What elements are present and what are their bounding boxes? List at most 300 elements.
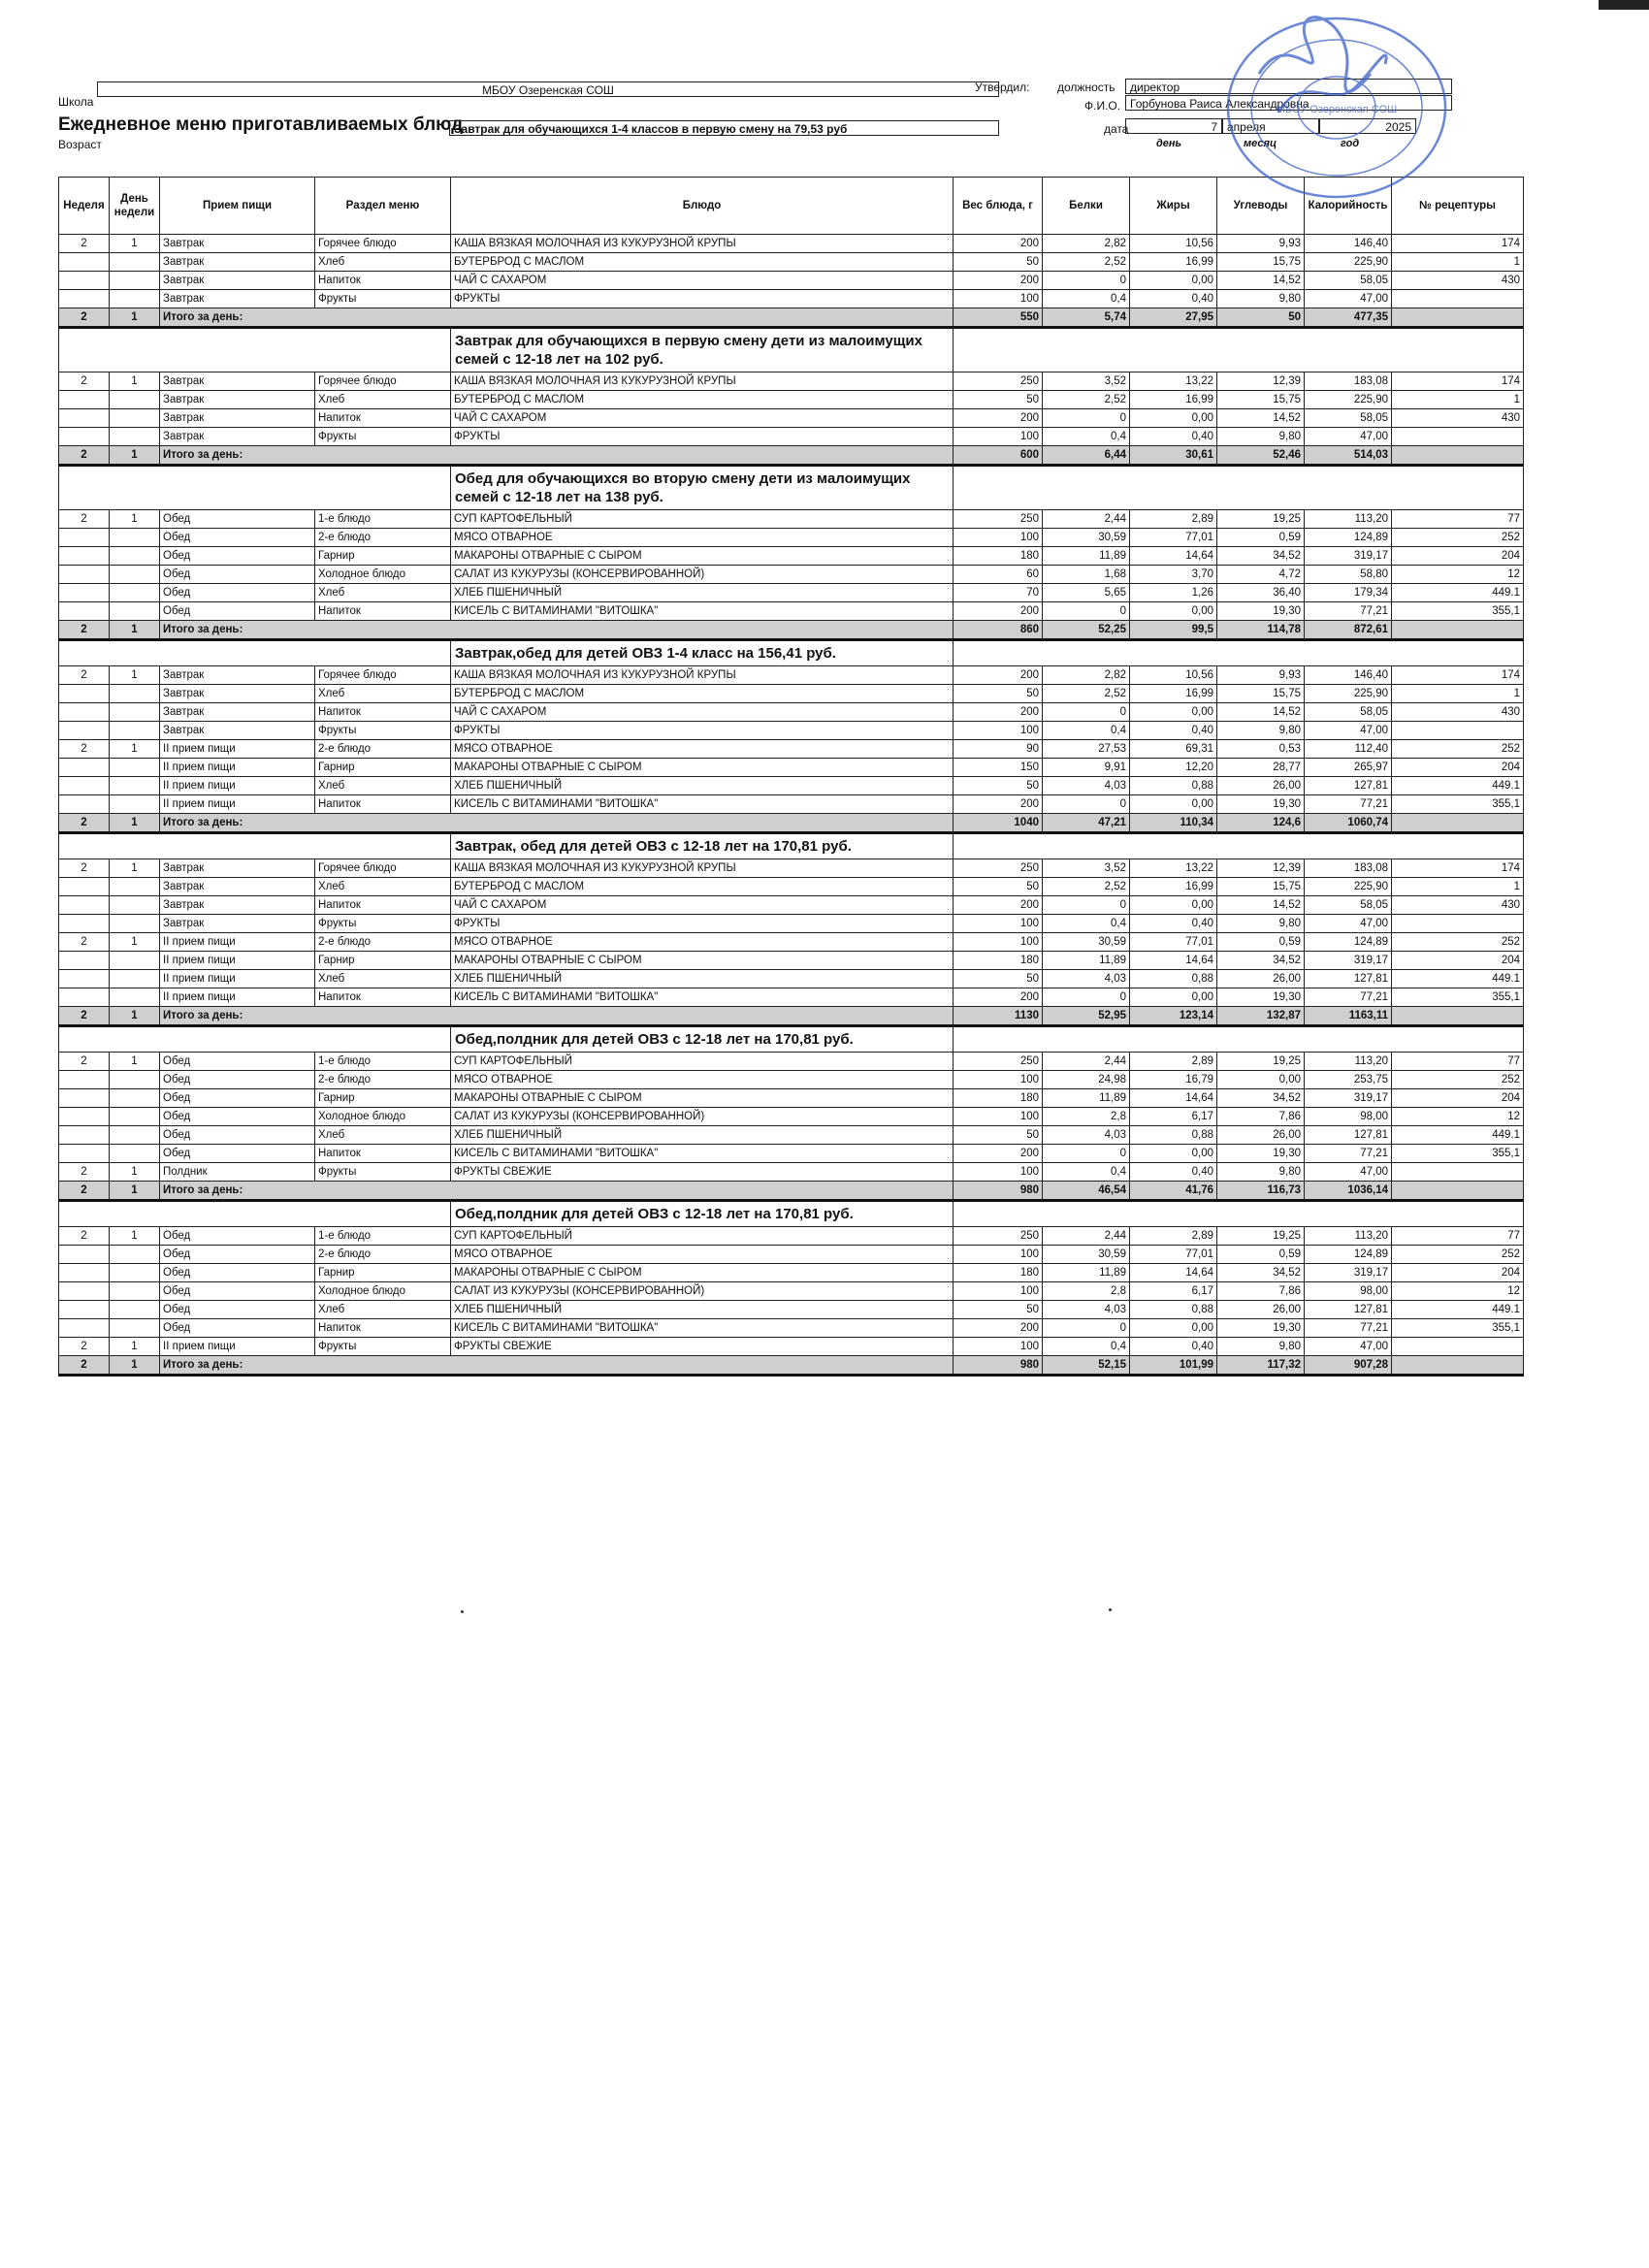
table-cell: ЧАЙ С САХАРОМ <box>451 703 954 722</box>
section-title-row <box>59 466 1524 510</box>
column-header: Блюдо <box>451 178 954 235</box>
column-header: Углеводы <box>1217 178 1305 235</box>
table-row <box>59 970 1524 988</box>
empty-cell <box>954 1201 1524 1227</box>
table-cell: 146,40 <box>1305 235 1392 253</box>
table-cell <box>110 878 160 896</box>
table-cell: КИСЕЛЬ С ВИТАМИНАМИ "ВИТОШКА" <box>451 1319 954 1338</box>
table-cell: 250 <box>954 859 1043 878</box>
table-cell: МЯСО ОТВАРНОЕ <box>451 933 954 952</box>
table-cell: КАША ВЯЗКАЯ МОЛОЧНАЯ ИЗ КУКУРУЗНОЙ КРУПЫ <box>451 666 954 685</box>
table-cell: Обед <box>160 1319 315 1338</box>
table-cell: 98,00 <box>1305 1282 1392 1301</box>
table-cell: Завтрак <box>160 685 315 703</box>
total-cell <box>1392 814 1524 833</box>
table-cell: 174 <box>1392 235 1524 253</box>
table-cell: 0,00 <box>1130 1319 1217 1338</box>
table-cell: 0,4 <box>1043 1338 1130 1356</box>
table-cell <box>110 896 160 915</box>
table-cell: 0 <box>1043 272 1130 290</box>
table-cell: II прием пищи <box>160 759 315 777</box>
table-cell: 50 <box>954 970 1043 988</box>
table-cell <box>110 584 160 602</box>
table-cell: 9,80 <box>1217 1338 1305 1356</box>
table-row <box>59 703 1524 722</box>
table-cell: 11,89 <box>1043 952 1130 970</box>
table-cell: Гарнир <box>315 952 451 970</box>
table-cell: КАША ВЯЗКАЯ МОЛОЧНАЯ ИЗ КУКУРУЗНОЙ КРУПЫ <box>451 373 954 391</box>
table-cell: 2,44 <box>1043 1227 1130 1246</box>
table-cell <box>110 1319 160 1338</box>
table-cell <box>110 970 160 988</box>
table-cell: 13,22 <box>1130 859 1217 878</box>
table-cell: 1 <box>110 666 160 685</box>
table-cell: 77 <box>1392 510 1524 529</box>
table-cell <box>59 1126 110 1145</box>
table-cell: 2-е блюдо <box>315 529 451 547</box>
table-cell: 174 <box>1392 859 1524 878</box>
table-cell: 250 <box>954 510 1043 529</box>
table-cell: 2,44 <box>1043 1053 1130 1071</box>
table-cell: 77,21 <box>1305 988 1392 1007</box>
table-cell: 14,64 <box>1130 1089 1217 1108</box>
table-cell <box>110 1089 160 1108</box>
total-cell: 123,14 <box>1130 1007 1217 1026</box>
table-row <box>59 988 1524 1007</box>
table-cell: 124,89 <box>1305 529 1392 547</box>
table-cell: 2-е блюдо <box>315 1071 451 1089</box>
table-cell: МЯСО ОТВАРНОЕ <box>451 1246 954 1264</box>
table-cell: Фрукты <box>315 915 451 933</box>
table-cell: 200 <box>954 666 1043 685</box>
section-title-row <box>59 1201 1524 1227</box>
total-cell: 1 <box>110 1007 160 1026</box>
total-cell: 1036,14 <box>1305 1182 1392 1201</box>
table-cell: 200 <box>954 703 1043 722</box>
table-row <box>59 777 1524 795</box>
table-cell: 1-е блюдо <box>315 1227 451 1246</box>
table-cell: 100 <box>954 933 1043 952</box>
table-cell: 19,30 <box>1217 795 1305 814</box>
empty-cell <box>59 833 451 859</box>
table-cell: 12,39 <box>1217 859 1305 878</box>
table-cell: 2 <box>59 740 110 759</box>
table-cell: Хлеб <box>315 970 451 988</box>
total-cell: 2 <box>59 308 110 328</box>
table-cell: 6,17 <box>1130 1108 1217 1126</box>
table-cell: 30,59 <box>1043 1246 1130 1264</box>
position-label: должность <box>1057 81 1116 94</box>
table-cell: 58,05 <box>1305 896 1392 915</box>
total-cell <box>1392 1356 1524 1376</box>
table-cell: 7,86 <box>1217 1108 1305 1126</box>
table-cell: Гарнир <box>315 759 451 777</box>
table-cell: Завтрак <box>160 878 315 896</box>
table-cell: 250 <box>954 373 1043 391</box>
table-cell: 26,00 <box>1217 777 1305 795</box>
table-cell: МАКАРОНЫ ОТВАРНЫЕ С СЫРОМ <box>451 952 954 970</box>
table-cell: 9,80 <box>1217 290 1305 308</box>
table-cell <box>59 703 110 722</box>
table-cell: Обед <box>160 1264 315 1282</box>
table-cell: 252 <box>1392 933 1524 952</box>
table-cell: 30,59 <box>1043 933 1130 952</box>
table-cell: МЯСО ОТВАРНОЕ <box>451 1071 954 1089</box>
table-cell: Напиток <box>315 1145 451 1163</box>
table-cell: 1-е блюдо <box>315 510 451 529</box>
table-cell: Обед <box>160 566 315 584</box>
table-row <box>59 584 1524 602</box>
table-cell: 14,52 <box>1217 703 1305 722</box>
table-cell: 14,52 <box>1217 896 1305 915</box>
section-title: Обед для обучающихся во вторую смену дети из малоимущих семей с 12-18 лет на 138 руб. <box>451 466 954 510</box>
total-row <box>59 1007 1524 1026</box>
table-cell: 252 <box>1392 529 1524 547</box>
column-header: День недели <box>110 178 160 235</box>
table-cell <box>59 547 110 566</box>
section-title: Завтрак,обед для детей ОВЗ 1-4 класс на 156,41 руб. <box>451 640 954 666</box>
table-cell: 225,90 <box>1305 878 1392 896</box>
table-cell: Хлеб <box>315 1301 451 1319</box>
column-header: Калорийность <box>1305 178 1392 235</box>
table-cell: 26,00 <box>1217 970 1305 988</box>
table-cell: 100 <box>954 1163 1043 1182</box>
table-cell: Гарнир <box>315 1089 451 1108</box>
table-cell: КАША ВЯЗКАЯ МОЛОЧНАЯ ИЗ КУКУРУЗНОЙ КРУПЫ <box>451 235 954 253</box>
table-cell: 4,03 <box>1043 1301 1130 1319</box>
table-cell: II прием пищи <box>160 933 315 952</box>
table-cell <box>110 685 160 703</box>
column-header: Прием пищи <box>160 178 315 235</box>
table-cell <box>1392 1163 1524 1182</box>
table-cell: 204 <box>1392 547 1524 566</box>
table-cell: 430 <box>1392 409 1524 428</box>
table-cell <box>110 272 160 290</box>
table-cell: МАКАРОНЫ ОТВАРНЫЕ С СЫРОМ <box>451 1089 954 1108</box>
table-cell: 112,40 <box>1305 740 1392 759</box>
table-cell: 7,86 <box>1217 1282 1305 1301</box>
total-cell: 101,99 <box>1130 1356 1217 1376</box>
table-cell: Завтрак <box>160 859 315 878</box>
table-cell: Обед <box>160 529 315 547</box>
table-cell: 0,00 <box>1130 272 1217 290</box>
table-cell: Обед <box>160 547 315 566</box>
table-cell: Завтрак <box>160 896 315 915</box>
table-cell: 252 <box>1392 1071 1524 1089</box>
table-cell: 0,40 <box>1130 428 1217 446</box>
table-cell: 12,20 <box>1130 759 1217 777</box>
table-cell: 2,8 <box>1043 1282 1130 1301</box>
table-cell: 0,00 <box>1130 988 1217 1007</box>
empty-cell <box>59 640 451 666</box>
table-cell: 2,89 <box>1130 1053 1217 1071</box>
table-cell: Хлеб <box>315 253 451 272</box>
table-cell: II прием пищи <box>160 777 315 795</box>
table-cell: 1 <box>110 510 160 529</box>
table-cell: 4,03 <box>1043 777 1130 795</box>
table-cell: 1 <box>110 373 160 391</box>
section-title: Завтрак для обучающихся в первую смену дети из малоимущих семей с 12-18 лет на 102 руб. <box>451 328 954 373</box>
table-cell: 0,00 <box>1130 602 1217 621</box>
table-cell: 200 <box>954 235 1043 253</box>
table-cell: Обед <box>160 1071 315 1089</box>
table-row <box>59 602 1524 621</box>
table-cell: 449.1 <box>1392 1301 1524 1319</box>
table-cell: 26,00 <box>1217 1301 1305 1319</box>
table-cell: Обед <box>160 1126 315 1145</box>
table-cell: 183,08 <box>1305 373 1392 391</box>
table-cell: 0 <box>1043 1145 1130 1163</box>
table-cell: 2 <box>59 1338 110 1356</box>
table-cell: Фрукты <box>315 1338 451 1356</box>
table-cell: 1,68 <box>1043 566 1130 584</box>
date-month-field: апреля <box>1222 118 1319 134</box>
table-cell: 0,40 <box>1130 1338 1217 1356</box>
table-cell: 19,25 <box>1217 1227 1305 1246</box>
table-cell: 47,00 <box>1305 428 1392 446</box>
total-cell: 99,5 <box>1130 621 1217 640</box>
table-cell: 34,52 <box>1217 1089 1305 1108</box>
table-cell: 204 <box>1392 1089 1524 1108</box>
table-cell: 0 <box>1043 1319 1130 1338</box>
table-cell: 50 <box>954 391 1043 409</box>
table-cell <box>110 602 160 621</box>
table-cell <box>110 547 160 566</box>
table-cell: II прием пищи <box>160 988 315 1007</box>
table-row <box>59 253 1524 272</box>
table-cell: 6,17 <box>1130 1282 1217 1301</box>
date-year-field: 2025 <box>1319 118 1416 134</box>
table-cell: СУП КАРТОФЕЛЬНЫЙ <box>451 1053 954 1071</box>
table-cell <box>110 1126 160 1145</box>
total-cell: 114,78 <box>1217 621 1305 640</box>
section-title-row <box>59 833 1524 859</box>
table-row <box>59 547 1524 566</box>
school-label: Школа <box>58 95 94 109</box>
table-cell: 319,17 <box>1305 952 1392 970</box>
table-cell: 47,00 <box>1305 1338 1392 1356</box>
total-cell: 6,44 <box>1043 446 1130 466</box>
table-cell <box>59 777 110 795</box>
table-cell: 253,75 <box>1305 1071 1392 1089</box>
table-cell <box>110 1108 160 1126</box>
table-cell: 2 <box>59 235 110 253</box>
table-row <box>59 666 1524 685</box>
table-cell: 100 <box>954 290 1043 308</box>
table-cell: 0,00 <box>1130 409 1217 428</box>
total-row <box>59 621 1524 640</box>
total-cell: 980 <box>954 1182 1043 1201</box>
table-cell <box>59 1145 110 1163</box>
total-cell: Итого за день: <box>160 308 954 328</box>
table-cell: ХЛЕБ ПШЕНИЧНЫЙ <box>451 1301 954 1319</box>
table-cell: 449.1 <box>1392 970 1524 988</box>
table-cell: Напиток <box>315 896 451 915</box>
table-cell: Завтрак <box>160 235 315 253</box>
table-cell <box>59 272 110 290</box>
table-cell <box>59 952 110 970</box>
table-cell: 0,88 <box>1130 970 1217 988</box>
table-cell: 16,99 <box>1130 391 1217 409</box>
table-row <box>59 566 1524 584</box>
table-cell: Фрукты <box>315 722 451 740</box>
table-cell: 200 <box>954 409 1043 428</box>
table-row <box>59 1282 1524 1301</box>
table-cell: 0,88 <box>1130 1126 1217 1145</box>
table-cell: ФРУКТЫ <box>451 290 954 308</box>
table-cell: 60 <box>954 566 1043 584</box>
table-row <box>59 1053 1524 1071</box>
total-cell: 1 <box>110 1356 160 1376</box>
table-cell: 1 <box>1392 685 1524 703</box>
table-cell: Напиток <box>315 703 451 722</box>
table-cell: Гарнир <box>315 547 451 566</box>
table-cell: 225,90 <box>1305 391 1392 409</box>
table-cell: 1 <box>110 1053 160 1071</box>
empty-cell <box>954 640 1524 666</box>
table-cell: 3,52 <box>1043 373 1130 391</box>
table-cell: 127,81 <box>1305 777 1392 795</box>
table-cell: Обед <box>160 1108 315 1126</box>
table-cell: 100 <box>954 428 1043 446</box>
table-cell: Завтрак <box>160 272 315 290</box>
total-cell: 2 <box>59 1356 110 1376</box>
table-cell: 180 <box>954 547 1043 566</box>
table-cell: 2,52 <box>1043 253 1130 272</box>
table-cell: Завтрак <box>160 666 315 685</box>
table-cell: 355,1 <box>1392 1145 1524 1163</box>
table-cell <box>110 703 160 722</box>
table-cell: 124,89 <box>1305 1246 1392 1264</box>
table-cell: 77,21 <box>1305 795 1392 814</box>
table-cell: Обед <box>160 510 315 529</box>
table-cell: 19,30 <box>1217 602 1305 621</box>
table-row <box>59 1071 1524 1089</box>
table-row <box>59 915 1524 933</box>
total-cell <box>1392 1182 1524 1201</box>
table-cell: 50 <box>954 878 1043 896</box>
total-cell: 2 <box>59 814 110 833</box>
scan-speck <box>1109 1608 1112 1611</box>
table-cell <box>110 1264 160 1282</box>
table-cell: 2,52 <box>1043 685 1130 703</box>
stamp-text: МБОУ Озеренская СОШ <box>1276 104 1398 115</box>
table-row <box>59 272 1524 290</box>
table-cell: 1 <box>1392 391 1524 409</box>
table-cell: 30,59 <box>1043 529 1130 547</box>
table-cell: Горячее блюдо <box>315 859 451 878</box>
table-cell: 200 <box>954 1145 1043 1163</box>
scan-speck <box>461 1610 464 1613</box>
table-cell: 100 <box>954 1282 1043 1301</box>
table-cell: 77 <box>1392 1227 1524 1246</box>
table-cell: 250 <box>954 1053 1043 1071</box>
table-cell: МАКАРОНЫ ОТВАРНЫЕ С СЫРОМ <box>451 1264 954 1282</box>
table-cell: 19,30 <box>1217 988 1305 1007</box>
table-cell: Завтрак <box>160 391 315 409</box>
total-cell: Итого за день: <box>160 1182 954 1201</box>
table-row <box>59 1264 1524 1282</box>
table-cell <box>110 1246 160 1264</box>
table-cell: БУТЕРБРОД С МАСЛОМ <box>451 391 954 409</box>
total-cell: 41,76 <box>1130 1182 1217 1201</box>
table-cell: 180 <box>954 1264 1043 1282</box>
table-cell: Завтрак <box>160 253 315 272</box>
total-cell: 5,74 <box>1043 308 1130 328</box>
table-cell: ХЛЕБ ПШЕНИЧНЫЙ <box>451 1126 954 1145</box>
table-cell: 3,70 <box>1130 566 1217 584</box>
table-cell: 11,89 <box>1043 1089 1130 1108</box>
table-cell: ЧАЙ С САХАРОМ <box>451 896 954 915</box>
table-cell: Хлеб <box>315 685 451 703</box>
menu-table <box>58 177 1524 1377</box>
table-cell: Завтрак <box>160 409 315 428</box>
table-cell: 58,05 <box>1305 409 1392 428</box>
table-cell: 200 <box>954 272 1043 290</box>
table-cell: Завтрак <box>160 428 315 446</box>
table-cell: МАКАРОНЫ ОТВАРНЫЕ С СЫРОМ <box>451 547 954 566</box>
total-cell: 124,6 <box>1217 814 1305 833</box>
total-cell: 2 <box>59 446 110 466</box>
table-cell: 355,1 <box>1392 602 1524 621</box>
table-cell: Завтрак <box>160 373 315 391</box>
total-cell: 1060,74 <box>1305 814 1392 833</box>
table-cell: 0,59 <box>1217 529 1305 547</box>
table-row <box>59 722 1524 740</box>
table-cell: ФРУКТЫ <box>451 428 954 446</box>
table-cell: ФРУКТЫ <box>451 915 954 933</box>
table-cell: 0,40 <box>1130 290 1217 308</box>
total-cell: 46,54 <box>1043 1182 1130 1201</box>
table-cell: 0 <box>1043 988 1130 1007</box>
total-row <box>59 446 1524 466</box>
table-cell: САЛАТ ИЗ КУКУРУЗЫ (КОНСЕРВИРОВАННОЙ) <box>451 1282 954 1301</box>
table-cell: 2,82 <box>1043 666 1130 685</box>
table-cell <box>59 988 110 1007</box>
month-caption: месяц <box>1244 138 1277 149</box>
table-cell <box>59 1264 110 1282</box>
total-cell: 47,21 <box>1043 814 1130 833</box>
total-cell: 50 <box>1217 308 1305 328</box>
table-row <box>59 290 1524 308</box>
table-cell: 14,64 <box>1130 1264 1217 1282</box>
table-cell: 10,56 <box>1130 235 1217 253</box>
table-cell: 19,30 <box>1217 1145 1305 1163</box>
fio-field: Горбунова Раиса Александровна <box>1125 95 1452 111</box>
table-cell: 200 <box>954 1319 1043 1338</box>
table-cell <box>59 685 110 703</box>
table-cell: 430 <box>1392 272 1524 290</box>
table-cell: 250 <box>954 1227 1043 1246</box>
table-cell: 12,39 <box>1217 373 1305 391</box>
table-cell <box>110 1282 160 1301</box>
table-cell: 449.1 <box>1392 584 1524 602</box>
empty-cell <box>59 1026 451 1053</box>
table-row <box>59 391 1524 409</box>
table-cell: 5,65 <box>1043 584 1130 602</box>
table-cell: Горячее блюдо <box>315 373 451 391</box>
table-cell: Обед <box>160 1053 315 1071</box>
table-cell: КИСЕЛЬ С ВИТАМИНАМИ "ВИТОШКА" <box>451 1145 954 1163</box>
table-cell: 2,52 <box>1043 391 1130 409</box>
table-cell: 77,21 <box>1305 1145 1392 1163</box>
table-cell: 0,4 <box>1043 290 1130 308</box>
table-cell <box>59 1282 110 1301</box>
table-cell: 10,56 <box>1130 666 1217 685</box>
table-cell: 2-е блюдо <box>315 740 451 759</box>
table-cell <box>110 391 160 409</box>
table-cell: 47,00 <box>1305 722 1392 740</box>
